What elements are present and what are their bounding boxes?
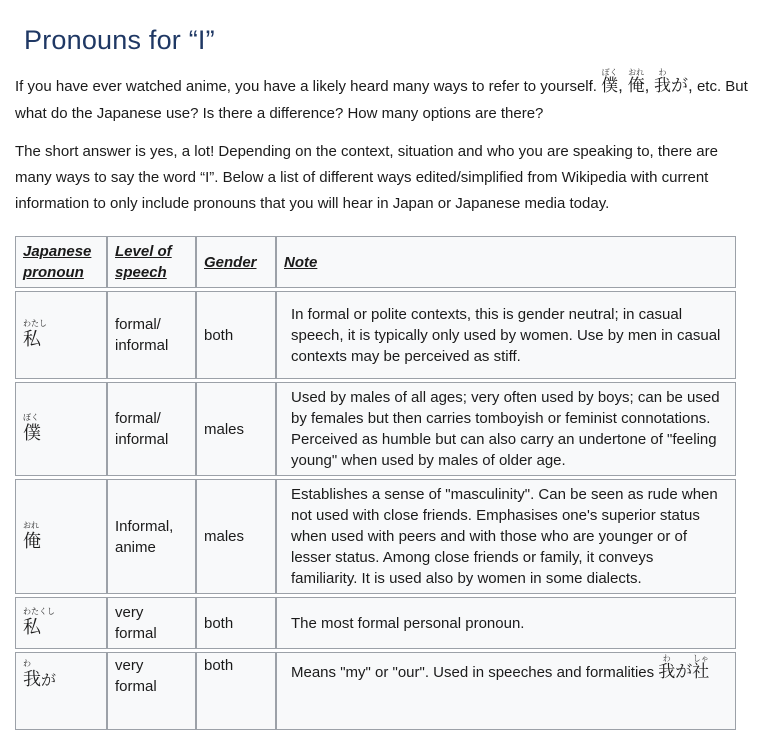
table-header-row xyxy=(15,236,736,288)
level-cell: formal/ informal xyxy=(107,382,196,476)
ruby-waga xyxy=(654,68,672,96)
furigana-wa: わ xyxy=(662,654,671,663)
pronoun-cell xyxy=(15,597,107,649)
furigana-ore: おれ xyxy=(628,68,645,77)
kanji-text: 僕 xyxy=(23,423,41,443)
kana-ga: が xyxy=(675,662,693,681)
note-cell xyxy=(276,652,736,730)
gender-cell: both xyxy=(196,291,276,379)
pronoun-cell xyxy=(15,479,107,594)
pronoun-cell xyxy=(15,291,107,379)
ruby-boku xyxy=(601,68,619,96)
ruby-wa xyxy=(658,654,676,682)
kanji-wa: 我 xyxy=(658,662,676,681)
level-cell: formal/ informal xyxy=(107,291,196,379)
kanji-text: 俺 xyxy=(23,530,41,551)
header-level-of-speech: Level of speech xyxy=(107,236,196,288)
kanji-waga: 我 xyxy=(654,76,672,95)
japanese-example-wagasha xyxy=(658,654,710,681)
header-japanese-pronoun: Japanese pronoun xyxy=(15,236,107,288)
pronoun-cell xyxy=(15,382,107,476)
kanji-sha: 社 xyxy=(692,662,710,681)
gender-cell: males xyxy=(196,382,276,476)
note-cell: Establishes a sense of "masculinity". Can be seen as rude when not used with close friends. Emphasises one's superior status when used with peers and with those who are younger or of lesser status. Among close friends or family, it conveys familiarity. It is used also by women in some dialects. xyxy=(276,479,736,594)
level-cell: very formal xyxy=(107,597,196,649)
intro-paragraph-1 xyxy=(15,68,755,127)
separator-text: , xyxy=(644,76,655,95)
note-text: Means "my" or "our". Used in speeches and formalities xyxy=(291,664,659,681)
kanji-text: 私 xyxy=(23,329,41,349)
table-row-boku xyxy=(15,382,736,476)
pronoun-table xyxy=(15,233,736,733)
separator-text: が, xyxy=(671,76,693,95)
pronoun-cell xyxy=(15,652,107,730)
gender-cell: males xyxy=(196,479,276,594)
separator-text: , xyxy=(618,76,628,95)
table-row-watakushi xyxy=(15,597,736,649)
intro-paragraph-2: The short answer is yes, a lot! Depending on the context, situation and who you are speaking to, there are many ways to say the word “I”. Below a list of different ways edited/simplified from Wikipedia with current information to only include pronouns that you will hear in Japan or Japanese media today. xyxy=(15,143,718,212)
furigana-text: わたくし xyxy=(23,607,55,616)
note-cell: The most formal personal pronoun. xyxy=(276,597,736,649)
furigana-boku: ぼく xyxy=(601,68,618,77)
header-note: Note xyxy=(276,236,736,288)
note-cell: Used by males of all ages; very often used by boys; can be used by females but then carries tomboyish or feminist connotations. Perceived as humble but can also carry an undertone of "feeling young" when used by males of older age. xyxy=(276,382,736,476)
furigana-text: ぼく xyxy=(23,413,39,422)
page-title: Pronouns for “I” xyxy=(24,25,215,55)
level-cell: Informal, anime xyxy=(107,479,196,594)
note-cell: In formal or polite contexts, this is gender neutral; in casual speech, it is typically only used by women. Use by men in casual contexts may be perceived as stiff. xyxy=(276,291,736,379)
table-row-waga xyxy=(15,652,736,730)
kanji-suffix: が xyxy=(41,672,57,689)
furigana-text: わたし xyxy=(23,319,47,328)
level-cell: very formal xyxy=(107,652,196,730)
gender-cell: both xyxy=(196,652,276,730)
table-row-ore xyxy=(15,479,736,594)
kanji-boku: 僕 xyxy=(601,76,619,95)
kanji-text: 我 xyxy=(23,669,41,689)
furigana-text: おれ xyxy=(23,520,39,530)
header-gender: Gender xyxy=(196,236,276,288)
gender-cell: both xyxy=(196,597,276,649)
kanji-text: 私 xyxy=(23,617,41,637)
intro-paragraph-1-tail: etc. But what do the Japanese use? Is there a difference? How many options are there? xyxy=(15,78,748,122)
japanese-pronoun-examples xyxy=(601,68,693,95)
ruby-sha xyxy=(692,654,710,682)
ruby-ore xyxy=(627,68,645,96)
table-row-watashi xyxy=(15,291,736,379)
intro-paragraph-1-text: If you have ever watched anime, you have a likely heard many ways to refer to yourself. xyxy=(15,78,602,95)
furigana-text: わ xyxy=(23,659,31,668)
kanji-ore: 俺 xyxy=(627,76,645,95)
furigana-sha: しゃ xyxy=(692,654,709,663)
furigana-waga: わ xyxy=(658,68,667,77)
